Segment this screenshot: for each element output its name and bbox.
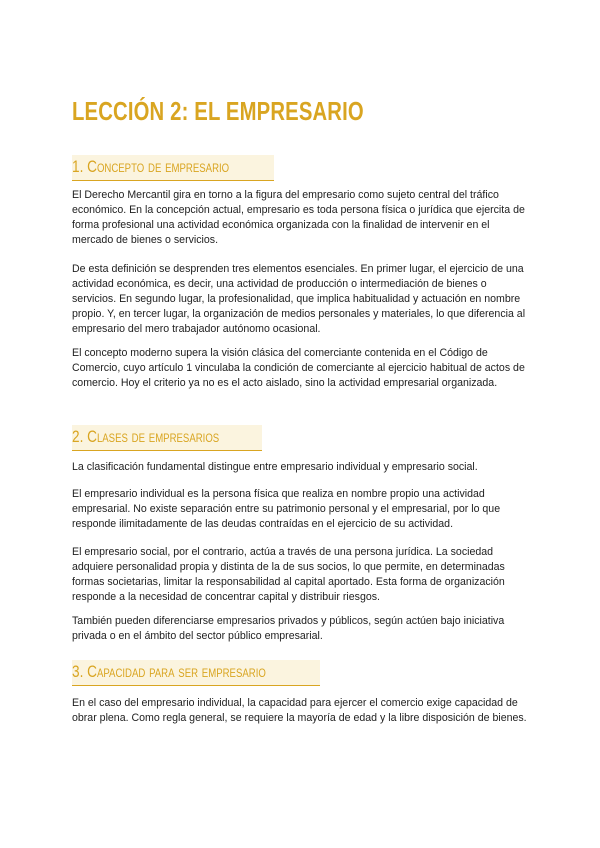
page-title: LECCIÓN 2: EL EMPRESARIO <box>72 96 364 126</box>
paragraph: El Derecho Mercantil gira en torno a la figura del empresario como sujeto central del tráfico económico. En la concepción actual, empresario es toda persona física o jurídica que ejercita de forma profesional una actividad económica organizada con la finalidad de intervenir en el mercado de bienes o servicios. <box>72 189 525 247</box>
section-heading-text: 1. Concepto de empresario <box>72 157 230 176</box>
section-heading-box <box>72 155 274 181</box>
paragraph: La clasificación fundamental distingue entre empresario individual y empresario social. <box>72 461 478 473</box>
section-heading-1 <box>72 155 532 181</box>
section-heading-text: 2. Clases de empresarios <box>72 427 220 446</box>
section-heading-2 <box>72 425 532 451</box>
section-heading-text: 3. Capacidad para ser empresario <box>72 662 266 681</box>
paragraph: El concepto moderno supera la visión clásica del comerciante contenida en el Código de Comercio, cuyo artículo 1 vinculaba la condición de comerciante al ejercicio habitual de actos de comercio. Hoy el criterio ya no es el acto aislado, sino la actividad empresarial organizada. <box>72 347 525 390</box>
section-heading-3 <box>72 660 532 686</box>
paragraph: El empresario individual es la persona física que realiza en nombre propio una actividad empresarial. No existe separación entre su patrimonio personal y el empresarial, por lo que responde ilimitadamente de las deudas contraídas en el ejercicio de su actividad. <box>72 488 501 531</box>
paragraph: El empresario social, por el contrario, actúa a través de una persona jurídica. La sociedad adquiere personalidad propia y distinta de la de sus socios, lo que permite, en determinadas formas societarias, limitar la responsabilidad al capital aportado. Esta forma de organización responde a la necesidad de concentrar capital y distribuir riesgos. <box>72 546 505 604</box>
section-heading-box <box>72 660 320 686</box>
paragraph: También pueden diferenciarse empresarios privados y públicos, según actúen bajo iniciativa privada o en el ámbito del sector público empresarial. <box>72 615 505 643</box>
section-heading-box <box>72 425 262 451</box>
paragraph: En el caso del empresario individual, la capacidad para ejercer el comercio exige capacidad de obrar plena. Como regla general, se requiere la mayoría de edad y la libre disposición de bienes. <box>72 697 527 725</box>
paragraph: De esta definición se desprenden tres elementos esenciales. En primer lugar, el ejercicio de una actividad económica, es decir, una actividad de producción o intermediación de bienes o servicios. En segundo lugar, la profesionalidad, que implica habitualidad y actuación en nombre propio. Y, en tercer lugar, la organización de medios personales y materiales, lo que diferencia al empresario del mero trabajador autónomo ocasional. <box>72 263 526 336</box>
